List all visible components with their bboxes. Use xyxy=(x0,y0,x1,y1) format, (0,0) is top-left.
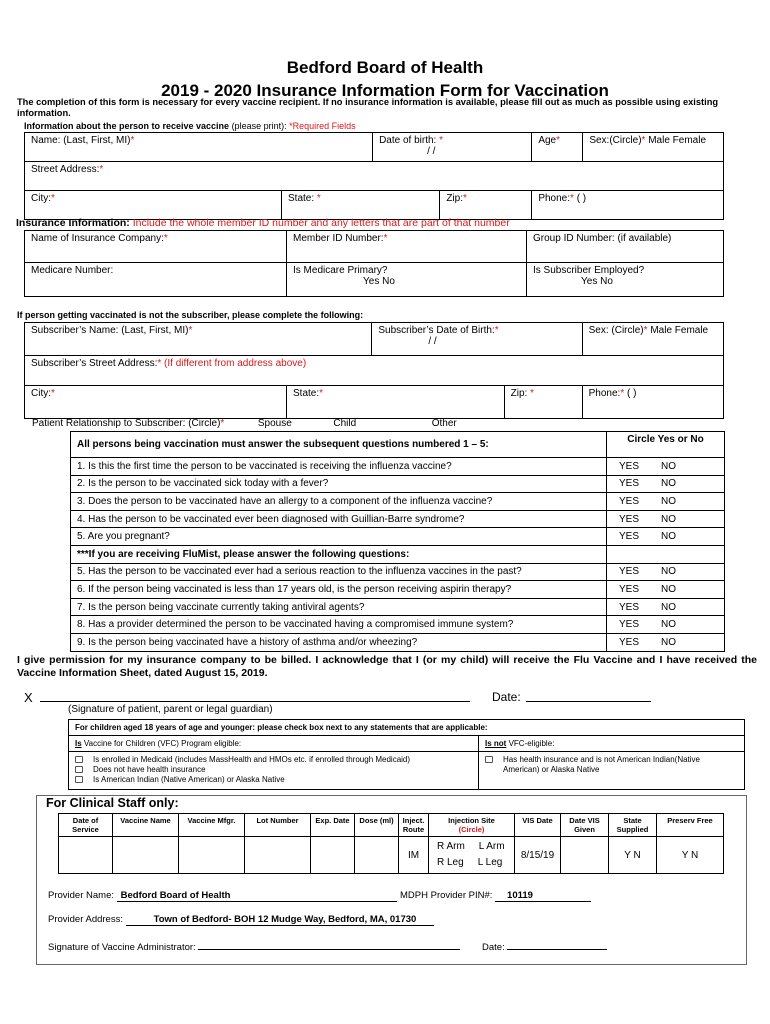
yes-option[interactable]: YES xyxy=(619,636,640,648)
permission-statement: I give permission for my insurance company to be billed. I acknowledge that I (or my child) will receive the Flu Vaccine and I have received the Vaccine Information Sheet, dated August 15, 2019. xyxy=(17,654,757,679)
member-id-field[interactable]: Member ID Number:* xyxy=(287,231,527,263)
question-2-text: 2. Is the person to be vaccinated sick today with a fever? xyxy=(71,475,607,493)
flumist-question-1-text: 5. Has the person to be vaccinated ever had a serious reaction to the influenza vaccines in the past? xyxy=(71,563,607,581)
intro-text: The completion of this form is necessary for every vaccine recipient. If no insurance information is available, please fill out as much as possible using existing information. xyxy=(17,97,719,118)
subscriber-section-header: If person getting vaccinated is not the subscriber, please complete the following: xyxy=(17,310,364,320)
flumist-question-2-text: 6. If the person being vaccinated is less than 17 years old, is the person receiving aspirin therapy? xyxy=(71,581,607,599)
no-insurance-checkbox[interactable] xyxy=(75,766,83,773)
injection-site-cell[interactable] xyxy=(429,837,515,874)
yes-option[interactable]: YES xyxy=(619,531,640,543)
col-date-of-service: Date of Service xyxy=(59,814,113,837)
col-lot-number: Lot Number xyxy=(245,814,311,837)
yes-option[interactable]: YES xyxy=(619,478,640,490)
col-date-vis-given: Date VIS Given xyxy=(561,814,609,837)
provider-pin-row: MDPH Provider PIN#: 10119 xyxy=(400,890,591,902)
no-option[interactable]: NO xyxy=(661,601,676,613)
flumist-question-5-text: 9. Is the person being vaccinated have a history of asthma and/or wheezing? xyxy=(71,633,607,651)
age-field[interactable]: Age* xyxy=(532,133,583,162)
yes-option[interactable]: YES xyxy=(619,619,640,631)
provider-name: Bedford Board of Health xyxy=(120,890,231,901)
provider-address: Town of Bedford- BOH 12 Mudge Way, Bedford, MA, 01730 xyxy=(153,914,417,925)
subscriber-sex-field[interactable]: Sex: (Circle)* Male Female xyxy=(582,323,723,356)
subscriber-table xyxy=(24,322,724,419)
signature-label: (Signature of patient, parent or legal guardian) xyxy=(68,704,273,715)
admin-signature-row: Signature of Vaccine Administrator: xyxy=(48,940,460,953)
vaccine-mfgr-cell[interactable] xyxy=(179,837,245,874)
flumist-question-3-text: 7. Is the person being vaccinate currently taking antiviral agents? xyxy=(71,598,607,616)
admin-date-line[interactable] xyxy=(507,940,607,950)
vfc-eligible-options: Is enrolled in Medicaid (includes MassHealth and HMOs etc. if enrolled through Medicaid) Does not have health insurance Is American Indian (Native American) or Alaska Native xyxy=(69,752,479,790)
no-option[interactable]: NO xyxy=(661,478,676,490)
signature-x: X xyxy=(24,690,33,705)
date-of-service-cell[interactable] xyxy=(59,837,113,874)
subscriber-employed-field[interactable]: Is Subscriber Employed? Yes No xyxy=(527,263,724,297)
relationship-other[interactable]: Other xyxy=(431,418,457,429)
subscriber-phone-field[interactable]: Phone:* ( ) xyxy=(582,386,723,419)
flumist-question-4-text: 8. Has a provider determined the person to be vaccinated having a compromised immune system? xyxy=(71,616,607,634)
group-id-field[interactable]: Group ID Number: (if available) xyxy=(527,231,724,263)
route-cell: IM xyxy=(399,837,429,874)
flumist-question-1-answer xyxy=(607,563,725,581)
provider-address-row: Provider Address: Town of Bedford- BOH 12 Mudge Way, Bedford, MA, 01730 xyxy=(48,914,434,926)
relationship-spouse[interactable]: Spouse xyxy=(257,418,292,429)
signature-date-label: Date: xyxy=(492,690,521,704)
zip-field[interactable]: Zip:* xyxy=(440,191,532,220)
insurance-section-header: Insurance Information: Include the whole member ID number and any letters that are part of that number xyxy=(16,217,510,229)
question-2-answer xyxy=(607,475,725,493)
questions-header: All persons being vaccination must answer the subsequent questions numbered 1 – 5: xyxy=(71,432,607,458)
question-row xyxy=(71,475,725,493)
person-info-table xyxy=(24,132,724,220)
subscriber-name-field[interactable]: Subscriber’s Name: (Last, First, MI)* xyxy=(25,323,372,356)
flumist-header-blank xyxy=(607,545,725,563)
flumist-header-row xyxy=(71,545,725,563)
has-insurance-checkbox[interactable] xyxy=(485,756,493,763)
relationship-child[interactable]: Child xyxy=(333,418,357,429)
flumist-question-2-answer xyxy=(607,581,725,599)
exp-date-cell[interactable] xyxy=(311,837,355,874)
lot-number-cell[interactable] xyxy=(245,837,311,874)
question-3-answer xyxy=(607,493,725,511)
vis-date-cell: 8/15/19 xyxy=(515,837,561,874)
no-option[interactable]: NO xyxy=(661,636,676,648)
no-option[interactable]: NO xyxy=(661,619,676,631)
provider-pin: 10119 xyxy=(507,890,533,901)
native-american-checkbox[interactable] xyxy=(75,776,83,783)
no-option[interactable]: NO xyxy=(661,531,676,543)
insurance-company-field[interactable]: Name of Insurance Company:* xyxy=(25,231,287,263)
site-r-arm[interactable]: R Arm xyxy=(437,841,465,852)
form-title: Bedford Board of Health xyxy=(286,58,484,77)
no-option[interactable]: NO xyxy=(661,460,676,472)
question-row xyxy=(71,598,725,616)
questions-table xyxy=(70,431,725,652)
question-5-text: 5. Are you pregnant? xyxy=(71,528,607,546)
relationship-row: Patient Relationship to Subscriber: (Circle)* Spouse Child Other xyxy=(32,418,457,429)
question-row xyxy=(71,563,725,581)
question-row xyxy=(71,510,725,528)
vfc-table xyxy=(68,719,745,790)
signature-date-line[interactable] xyxy=(526,701,651,702)
col-vis-date: VIS Date xyxy=(515,814,561,837)
col-inject-route: Inject. Route xyxy=(399,814,429,837)
signature-line[interactable] xyxy=(40,701,470,702)
col-dose: Dose (ml) xyxy=(355,814,399,837)
yes-option[interactable]: YES xyxy=(619,513,640,525)
col-state-supplied: State Supplied xyxy=(609,814,657,837)
question-1-text: 1. Is this the first time the person to be vaccinated is receiving the influenza vaccine? xyxy=(71,458,607,476)
site-l-arm[interactable]: L Arm xyxy=(478,841,505,852)
col-vaccine-mfgr: Vaccine Mfgr. xyxy=(179,814,245,837)
site-l-leg[interactable]: L Leg xyxy=(477,857,503,868)
question-row xyxy=(71,633,725,651)
flumist-header: ***If you are receiving FluMist, please answer the following questions: xyxy=(71,545,607,563)
name-field[interactable]: Name: (Last, First, MI)* xyxy=(25,133,373,162)
medicare-primary-field[interactable]: Is Medicare Primary? Yes No xyxy=(287,263,527,297)
provider-name-row: Provider Name: Bedford Board of Health xyxy=(48,890,397,902)
preserv-free-cell[interactable]: Y N xyxy=(657,837,724,874)
col-injection-site: Injection Site (Circle) xyxy=(429,814,515,837)
question-row xyxy=(71,493,725,511)
circle-header: Circle Yes or No xyxy=(607,432,725,458)
question-4-answer xyxy=(607,510,725,528)
date-vis-given-cell[interactable] xyxy=(561,837,609,874)
question-3-text: 3. Does the person to be vaccinated have an allergy to a component of the influenza vaccine? xyxy=(71,493,607,511)
no-option[interactable]: NO xyxy=(661,495,676,507)
clinical-table xyxy=(58,813,724,874)
subscriber-dob-field[interactable]: Subscriber’s Date of Birth:* / / xyxy=(372,323,582,356)
question-5-answer xyxy=(607,528,725,546)
no-option[interactable]: NO xyxy=(661,513,676,525)
sex-field[interactable]: Sex:(Circle)* Male Female xyxy=(583,133,724,162)
form-subtitle: 2019 - 2020 Insurance Information Form for Vaccination xyxy=(161,81,609,100)
subscriber-street-field[interactable]: Subscriber’s Street Address:* (If different from address above) xyxy=(25,356,724,386)
admin-date-row: Date: xyxy=(482,940,607,953)
vfc-not-eligible-header: Is not VFC-eligible: xyxy=(479,736,745,752)
site-r-leg[interactable]: R Leg xyxy=(437,857,464,868)
street-field[interactable]: Street Address:* xyxy=(25,162,724,191)
vfc-not-eligible-options: Has health insurance and is not American Indian(Native American) or Alaska Native xyxy=(479,752,745,790)
question-1-answer xyxy=(607,458,725,476)
subscriber-state-field[interactable]: State:* xyxy=(287,386,505,419)
question-row xyxy=(71,581,725,599)
question-row xyxy=(71,616,725,634)
yes-option[interactable]: YES xyxy=(619,601,640,613)
dob-field[interactable]: Date of birth: * / / xyxy=(373,133,532,162)
col-vaccine-name: Vaccine Name xyxy=(113,814,179,837)
phone-field[interactable]: Phone:* ( ) xyxy=(532,191,724,220)
yes-option[interactable]: YES xyxy=(619,460,640,472)
vfc-header: For children aged 18 years of age and younger: please check box next to any statements that are applicable: xyxy=(69,720,745,736)
state-supplied-cell[interactable]: Y N xyxy=(609,837,657,874)
flumist-question-5-answer xyxy=(607,633,725,651)
vfc-eligible-header: Is Vaccine for Children (VFC) Program eligible: xyxy=(69,736,479,752)
question-4-text: 4. Has the person to be vaccinated ever been diagnosed with Guillian-Barre syndrome? xyxy=(71,510,607,528)
yes-option[interactable]: YES xyxy=(619,495,640,507)
question-row xyxy=(71,528,725,546)
yes-option[interactable]: YES xyxy=(619,583,640,595)
city-field[interactable]: City:* xyxy=(25,191,282,220)
person-section-header: Information about the person to receive vaccine (please print): *Required Fields xyxy=(24,121,356,131)
medicaid-checkbox[interactable] xyxy=(75,756,83,763)
medicare-number-field[interactable]: Medicare Number: xyxy=(25,263,287,297)
flumist-question-3-answer xyxy=(607,598,725,616)
admin-signature-line[interactable] xyxy=(198,940,460,950)
no-option[interactable]: NO xyxy=(661,583,676,595)
dose-cell[interactable] xyxy=(355,837,399,874)
yes-option[interactable]: YES xyxy=(619,566,640,578)
clinical-staff-title: For Clinical Staff only: xyxy=(46,796,179,810)
no-option[interactable]: NO xyxy=(661,566,676,578)
state-field[interactable]: State: * xyxy=(282,191,440,220)
subscriber-city-field[interactable]: City:* xyxy=(25,386,287,419)
flumist-question-4-answer xyxy=(607,616,725,634)
subscriber-zip-field[interactable]: Zip: * xyxy=(504,386,582,419)
col-preserv-free: Preserv Free xyxy=(657,814,724,837)
col-exp-date: Exp. Date xyxy=(311,814,355,837)
vaccine-name-cell[interactable] xyxy=(113,837,179,874)
question-row xyxy=(71,458,725,476)
insurance-table xyxy=(24,230,724,297)
